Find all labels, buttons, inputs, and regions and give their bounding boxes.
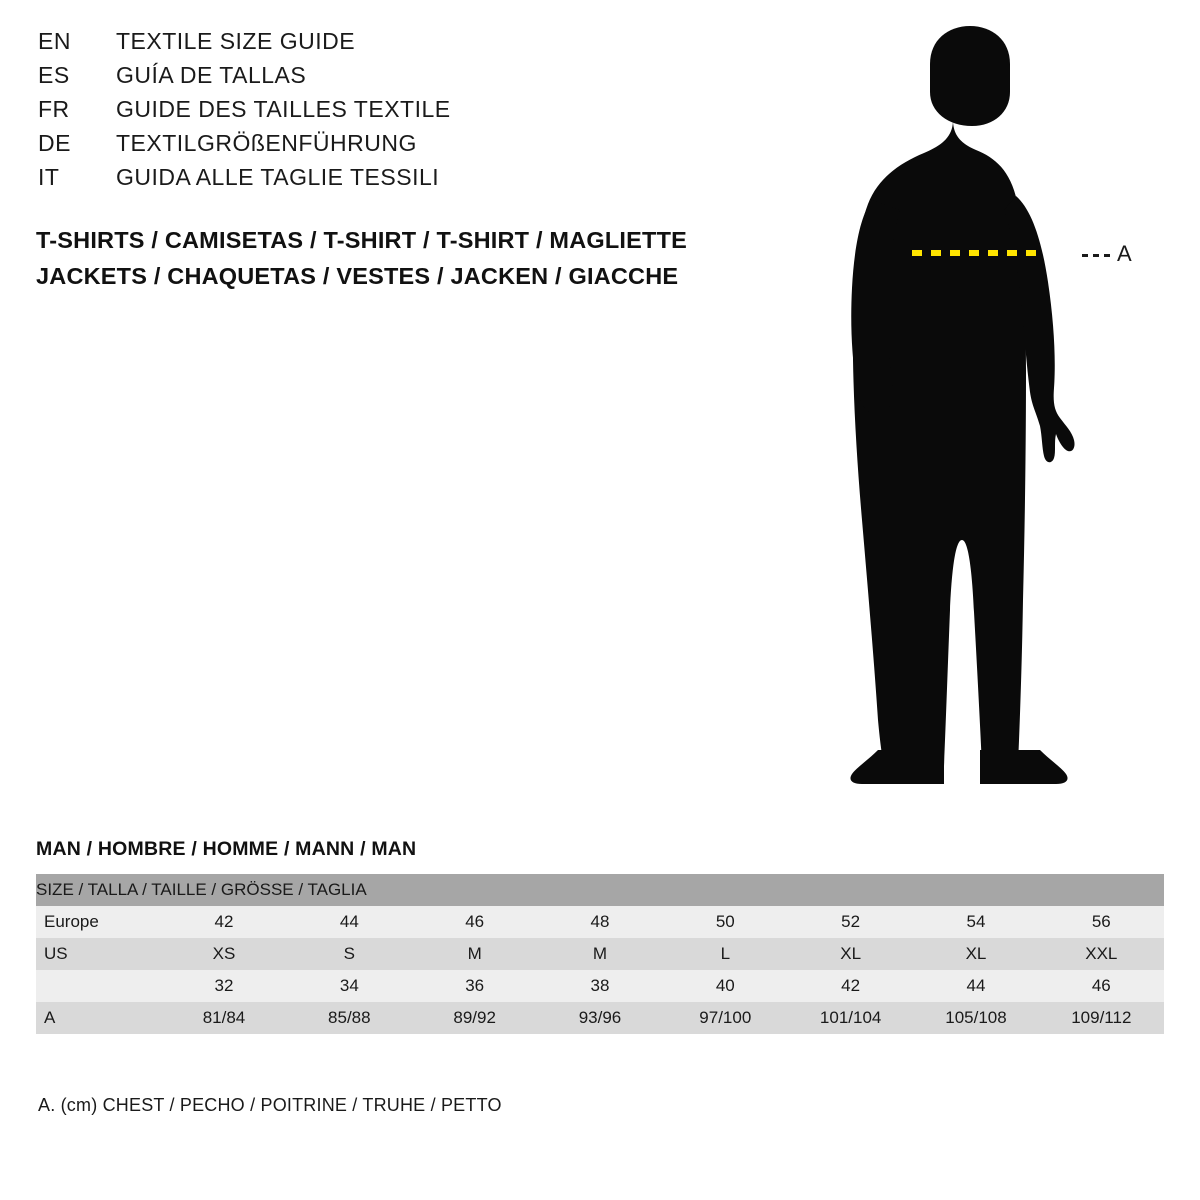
cell-value: 46 xyxy=(1039,970,1164,1002)
language-text: TEXTILGRÖßENFÜHRUNG xyxy=(116,130,417,156)
cell-value: 93/96 xyxy=(537,1002,662,1034)
male-silhouette-icon xyxy=(820,20,1180,790)
cell-value: 89/92 xyxy=(412,1002,537,1034)
cell-value: 42 xyxy=(788,970,913,1002)
table-row xyxy=(36,938,1164,970)
language-row xyxy=(38,62,738,96)
language-row xyxy=(38,164,738,198)
table-row xyxy=(36,1002,1164,1034)
cell-value: 85/88 xyxy=(287,1002,412,1034)
cell-value: 44 xyxy=(913,970,1038,1002)
cell-value: 42 xyxy=(161,906,286,938)
cell-value: 105/108 xyxy=(913,1002,1038,1034)
language-list xyxy=(38,28,738,198)
language-text: TEXTILE SIZE GUIDE xyxy=(116,28,356,54)
cell-value: M xyxy=(412,938,537,970)
table-header-label: SIZE / TALLA / TAILLE / GRÖSSE / TAGLIA xyxy=(36,874,1164,906)
cell-value: S xyxy=(287,938,412,970)
cell-value: 54 xyxy=(913,906,1038,938)
category-tshirts: T-SHIRTS / CAMISETAS / T-SHIRT / T-SHIRT / MAGLIETTE xyxy=(36,227,687,253)
size-table xyxy=(36,874,1164,1034)
cell-value: 40 xyxy=(663,970,788,1002)
language-code: EN xyxy=(38,28,71,54)
cell-value: 101/104 xyxy=(788,1002,913,1034)
cell-value: 34 xyxy=(287,970,412,1002)
cell-value: XL xyxy=(788,938,913,970)
cell-value: 81/84 xyxy=(161,1002,286,1034)
cell-value: XXL xyxy=(1039,938,1164,970)
cell-value: 56 xyxy=(1039,906,1164,938)
measure-label-a: A xyxy=(1117,241,1133,266)
cell-value: L xyxy=(663,938,788,970)
cell-value: 44 xyxy=(287,906,412,938)
cell-value: 38 xyxy=(537,970,662,1002)
cell-value: 32 xyxy=(161,970,286,1002)
cell-value: XS xyxy=(161,938,286,970)
row-label xyxy=(36,970,161,1002)
language-row xyxy=(38,96,738,130)
size-table-section xyxy=(36,838,1164,1034)
language-code: FR xyxy=(38,96,70,122)
category-jackets: JACKETS / CHAQUETAS / VESTES / JACKEN / GIACCHE xyxy=(36,263,679,289)
garment-categories xyxy=(36,222,776,294)
language-row xyxy=(38,28,738,62)
table-group-title: MAN / HOMBRE / HOMME / MANN / MAN xyxy=(36,838,417,860)
cell-value: 48 xyxy=(537,906,662,938)
language-row xyxy=(38,130,738,164)
row-label: US xyxy=(36,938,161,970)
language-text: GUIDA ALLE TAGLIE TESSILI xyxy=(116,164,440,190)
body-figure xyxy=(820,20,1180,790)
cell-value: 36 xyxy=(412,970,537,1002)
cell-value: M xyxy=(537,938,662,970)
table-header-row xyxy=(36,874,1164,906)
language-code: ES xyxy=(38,62,70,88)
table-row xyxy=(36,906,1164,938)
language-code: IT xyxy=(38,164,60,190)
row-label: A xyxy=(36,1002,161,1034)
cell-value: 50 xyxy=(663,906,788,938)
table-row xyxy=(36,970,1164,1002)
language-code: DE xyxy=(38,130,71,156)
cell-value: 109/112 xyxy=(1039,1002,1164,1034)
row-label: Europe xyxy=(36,906,161,938)
cell-value: 97/100 xyxy=(663,1002,788,1034)
cell-value: XL xyxy=(913,938,1038,970)
footnote: A. (cm) CHEST / PECHO / POITRINE / TRUHE / PETTO xyxy=(38,1095,502,1115)
cell-value: 46 xyxy=(412,906,537,938)
language-text: GUÍA DE TALLAS xyxy=(116,62,307,88)
cell-value: 52 xyxy=(788,906,913,938)
measure-leader-line xyxy=(1082,254,1110,257)
language-text: GUIDE DES TAILLES TEXTILE xyxy=(116,96,451,122)
